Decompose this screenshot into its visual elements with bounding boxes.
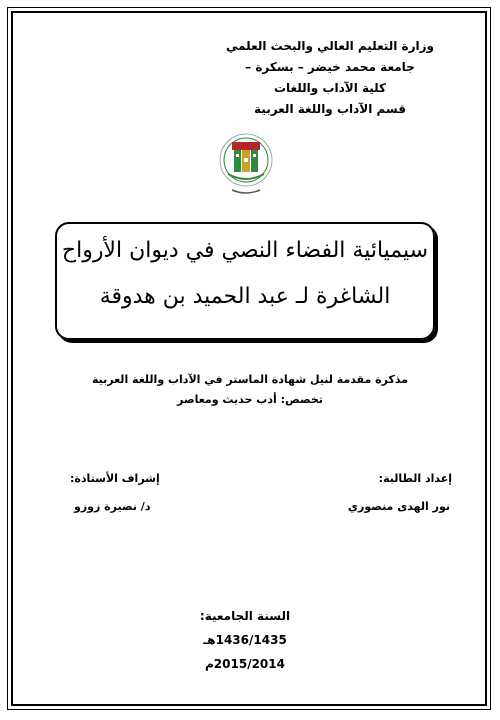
faculty-name: كلية الآداب واللغات (273, 81, 387, 95)
university-name: جامعة محمد خيضر – بسكرة – (245, 60, 415, 74)
thesis-title-line1: سيميائية الفضاء النصي في ديوان الأرواح (61, 238, 429, 263)
ministry-name: وزارة التعليم العالي والبحث العلمي (225, 39, 435, 53)
academic-year-hijri: 1436/1435هـ (203, 633, 287, 647)
university-seal-icon (218, 130, 274, 202)
department-name: قسم الآداب واللغة العربية (254, 102, 406, 116)
thesis-specialization: تخصص: أدب حديث ومعاصر (177, 393, 323, 406)
thesis-description: مذكرة مقدمة لنيل شهادة الماستر في الآداب واللغة العربية (91, 373, 409, 386)
supervisor-name: د/ نصيرة زوزو (74, 500, 151, 513)
student-name: نور الهدى منصوري (347, 500, 450, 513)
thesis-title-line2: الشاغرة لـ عبد الحميد بن هدوقة (99, 284, 391, 309)
thesis-info (0, 370, 500, 410)
supervisor-label: إشراف الأستاذة: (70, 472, 160, 485)
institution-header (160, 36, 500, 120)
thesis-title-box (55, 222, 435, 340)
academic-year (180, 604, 310, 676)
academic-year-label: السنة الجامعية: (199, 609, 291, 623)
student-label: إعداد الطالبة: (378, 472, 452, 485)
academic-year-gregorian: 2015/2014م (205, 657, 285, 671)
